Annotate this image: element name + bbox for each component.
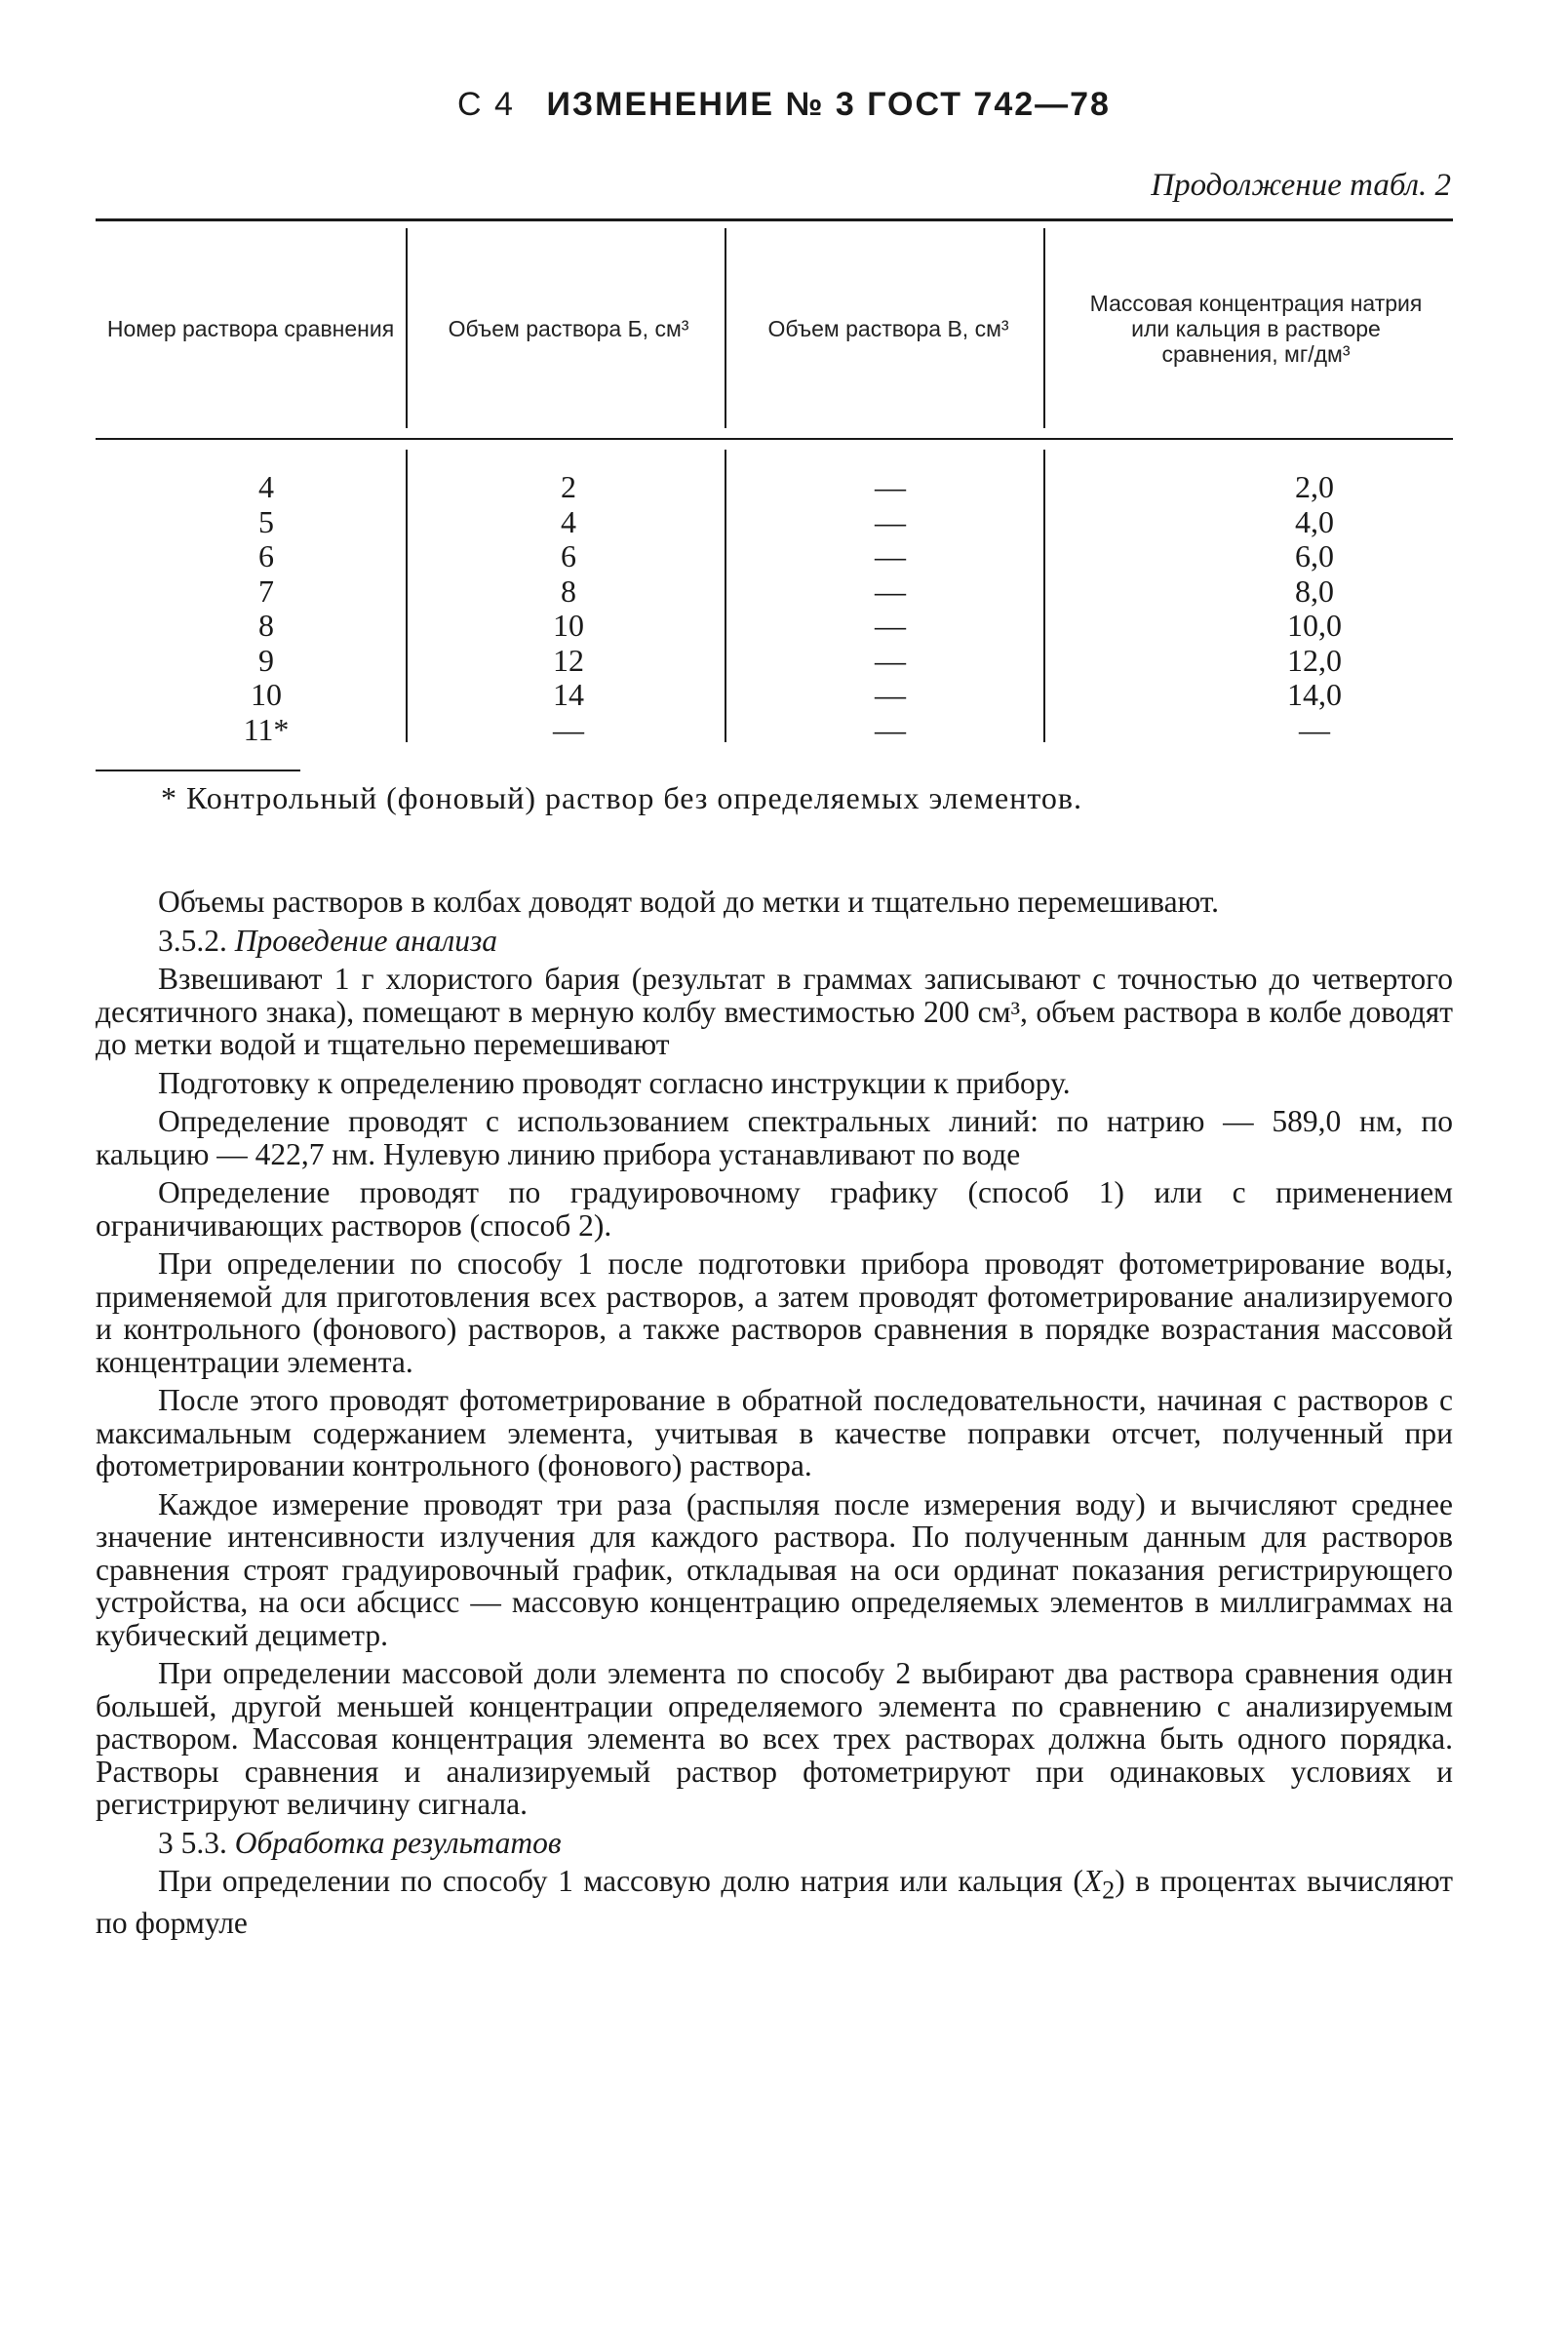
section-title: Проведение анализа [234,923,498,958]
table-cell: 12,0 [1287,642,1342,678]
table-cell: — [875,573,906,609]
table-caption: Продолжение табл. 2 [1151,168,1451,203]
paragraph: После этого проводят фотометрирование в обратной последовательности, начиная с растворов с максимальным содержанием элемента, учитывая в качестве поправки отсчет, полученный при фотометрировании контрольного (фонового) раствора. [96,1383,1453,1482]
table-cell: 8 [258,608,274,643]
paragraph: Каждое измерение проводят три раза (распыляя после измерения воду) и вычисляют среднее значение интенсивности излучения для каждого раствора. По полученным данным для растворов сравнения строят градуировочный график, откладывая на оси ординат показания регистрирующего устройства, на оси абсцисс — массовую концентрацию определяемых элементов в миллиграммах на кубический дециметр. [96,1486,1453,1652]
column-divider [406,228,408,428]
table-cell: — [875,538,906,573]
column-volume-b [505,470,632,747]
paragraph: Определение проводят с использованием спектральных линий: по натрию — 589,0 нм, по кальцию — 422,7 нм. Нулевую линию прибора устанавливают по воде [96,1104,1453,1171]
table-top-rule [96,218,1453,221]
table-cell: — [875,677,906,712]
section-number: 3 5.3. [158,1825,227,1860]
table-cell: — [1299,711,1330,747]
paragraph: Определение проводят по градуировочному графику (способ 1) или с применением ограничивающих растворов (способ 2). [96,1175,1453,1243]
paragraph: Взвешивают 1 г хлористого бария (результат в граммах записывают с точностью до четвертого десятичного знака), помещают в мерную колбу вместимостью 200 см³, объем раствора в колбе доводят до метки водой и тщательно перемешивают [96,962,1453,1061]
column-header-mass-concentration: Массовая концентрация натрия или кальция в растворе сравнения, мг/дм³ [1089,291,1423,367]
section-heading-3-5-2 [96,925,1453,958]
table-cell: 12 [553,642,584,678]
paragraph: Подготовку к определению проводят согласно инструкции к прибору. [158,1065,1071,1100]
table-cell: 4,0 [1295,503,1334,539]
table-cell: — [875,503,906,539]
body-text [96,886,1453,1945]
table-cell: — [875,642,906,678]
comparison-solutions-table [96,218,1453,760]
paragraph: Объемы растворов в колбах доводят водой до метки и тщательно перемешивают. [158,885,1219,919]
table-cell: — [875,711,906,747]
table-cell: 2 [561,469,576,504]
section-title: Обработка результатов [234,1825,562,1860]
footnote-rule [96,770,300,771]
table-cell: 14,0 [1287,677,1342,712]
table-cell: 10 [251,677,282,712]
formula-variable: X [1082,1864,1103,1898]
column-header-volume-v: Объем раствора В, см³ [767,316,1009,341]
table-cell: 7 [258,573,274,609]
table-cell: 4 [561,503,576,539]
table-cell: 10,0 [1287,608,1342,643]
table-cell: 9 [258,642,274,678]
table-cell: — [875,469,906,504]
section-number: 3.5.2. [158,923,227,958]
table-cell: 8 [561,573,576,609]
column-solution-number [203,470,330,747]
table-footnote: * Контрольный (фоновый) раствор без определяемых элементов. [161,780,1083,815]
column-divider [725,450,726,742]
table-cell: 6,0 [1295,538,1334,573]
table-cell: 4 [258,469,274,504]
table-cell: 14 [553,677,584,712]
paragraph-text: ) в процентах вычисляют по формуле [96,1864,1453,1940]
paragraph [96,1865,1453,1939]
paragraph: При определении по способу 1 после подготовки прибора проводят фотометрирование воды, применяемой для приготовления всех растворов, а затем проводят фотометрирование анализируемого и контрольного (фонового) растворов, а также растворов сравнения в порядке возрастания массовой концентрации элемента. [96,1246,1453,1379]
page-number: С 4 [457,86,515,123]
column-divider [1043,450,1045,742]
table-cell: 2,0 [1295,469,1334,504]
column-header-solution-number: Номер раствора сравнения [106,316,395,341]
column-divider [725,228,726,428]
page-header [0,86,1568,124]
column-header-volume-b: Объем раствора Б, см³ [448,316,689,341]
table-header-rule [96,438,1453,440]
table-cell: 5 [258,503,274,539]
table-cell: 8,0 [1295,573,1334,609]
table-cell: — [875,608,906,643]
paragraph-text: При определении по способу 1 массовую долю натрия или кальция ( [158,1864,1083,1898]
page-title: ИЗМЕНЕНИЕ № 3 ГОСТ 742—78 [546,86,1111,123]
paragraph: При определении массовой доли элемента по способу 2 выбирают два раствора сравнения один большей, другой меньшей концентрации определяемого элемента по сравнению с анализируемым раствором. Массовая концентрация элемента во всех трех растворах должна быть одного порядка. Растворы сравнения и анализируемый раствор фотометрируют при одинаковых условиях и регистрируют величину сигнала. [96,1656,1453,1821]
table-cell: 10 [553,608,584,643]
table-cell: — [553,711,584,747]
section-heading-3-5-3 [96,1827,1453,1860]
formula-subscript: 2 [1102,1876,1116,1905]
table-cell: 6 [258,538,274,573]
table-cell: 11* [243,711,290,747]
column-divider [1043,228,1045,428]
column-volume-v [827,470,954,747]
table-cell: 6 [561,538,576,573]
column-divider [406,450,408,742]
column-mass-concentration [1251,470,1378,747]
